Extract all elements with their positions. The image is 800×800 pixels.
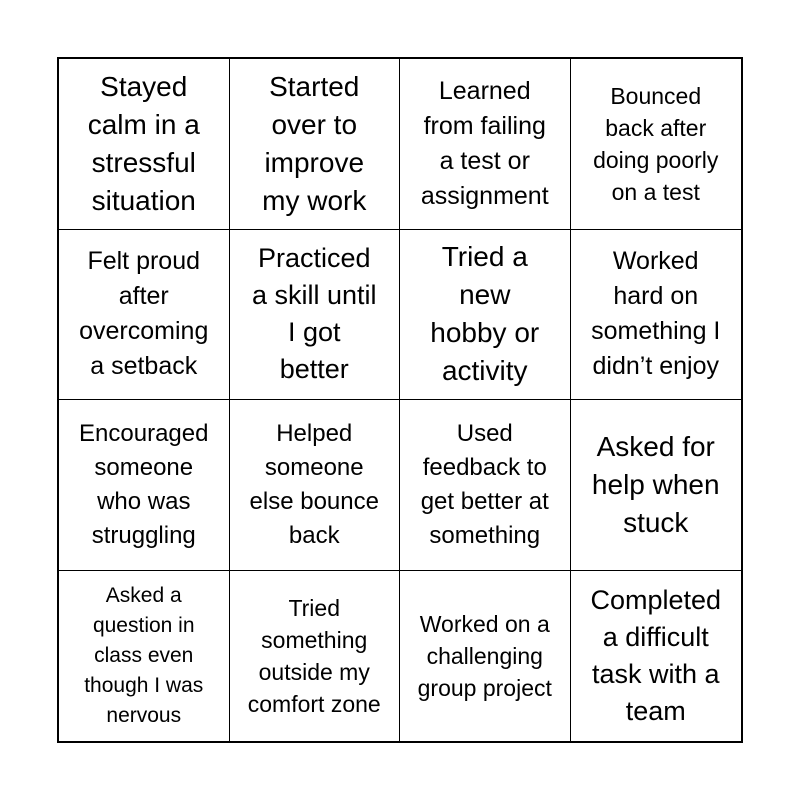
bingo-cell[interactable] (230, 400, 401, 571)
bingo-cell[interactable] (571, 571, 742, 742)
bingo-cell-text: Completed a difficult task with a team (590, 584, 722, 726)
bingo-cell-text: Started over to improve my work (262, 70, 367, 216)
bingo-cell[interactable] (571, 59, 742, 230)
bingo-cell[interactable] (59, 571, 230, 742)
bingo-cell[interactable] (59, 59, 230, 230)
bingo-cell[interactable] (400, 400, 571, 571)
bingo-cell-text: Asked a question in class even though I was nervous (84, 583, 204, 727)
bingo-cell-text: Worked on a challenging group project (417, 610, 552, 701)
bingo-cell[interactable] (230, 571, 401, 742)
bingo-cell[interactable] (59, 400, 230, 571)
bingo-cell[interactable] (400, 571, 571, 742)
bingo-cell[interactable] (230, 59, 401, 230)
bingo-cell-text: Asked for help when stuck (591, 430, 720, 538)
bingo-cell-text: Tried something outside my comfort zone (247, 594, 381, 717)
bingo-board (57, 57, 743, 743)
bingo-cell-text: Practiced a skill until I got better (251, 243, 377, 385)
bingo-cell[interactable] (59, 230, 230, 401)
bingo-cell-text: Felt proud after overcoming a setback (79, 247, 209, 381)
bingo-cell-text: Worked hard on something I didn’t enjoy (591, 247, 721, 381)
bingo-cell-text: Encouraged someone who was struggling (79, 419, 209, 549)
bingo-cell-text: Used feedback to get better at something (420, 419, 549, 549)
bingo-cell-text: Bounced back after doing poorly on a test (593, 82, 719, 205)
bingo-cell[interactable] (230, 230, 401, 401)
bingo-cell[interactable] (571, 400, 742, 571)
bingo-cell[interactable] (571, 230, 742, 401)
bingo-cell-text: Stayed calm in a stressful situation (87, 70, 200, 216)
bingo-cell-text: Tried a new hobby or activity (430, 241, 540, 387)
bingo-cell-text: Learned from failing a test or assignment (420, 76, 549, 210)
bingo-cell[interactable] (400, 59, 571, 230)
bingo-cell[interactable] (400, 230, 571, 401)
bingo-cell-text: Helped someone else bounce back (249, 419, 379, 549)
